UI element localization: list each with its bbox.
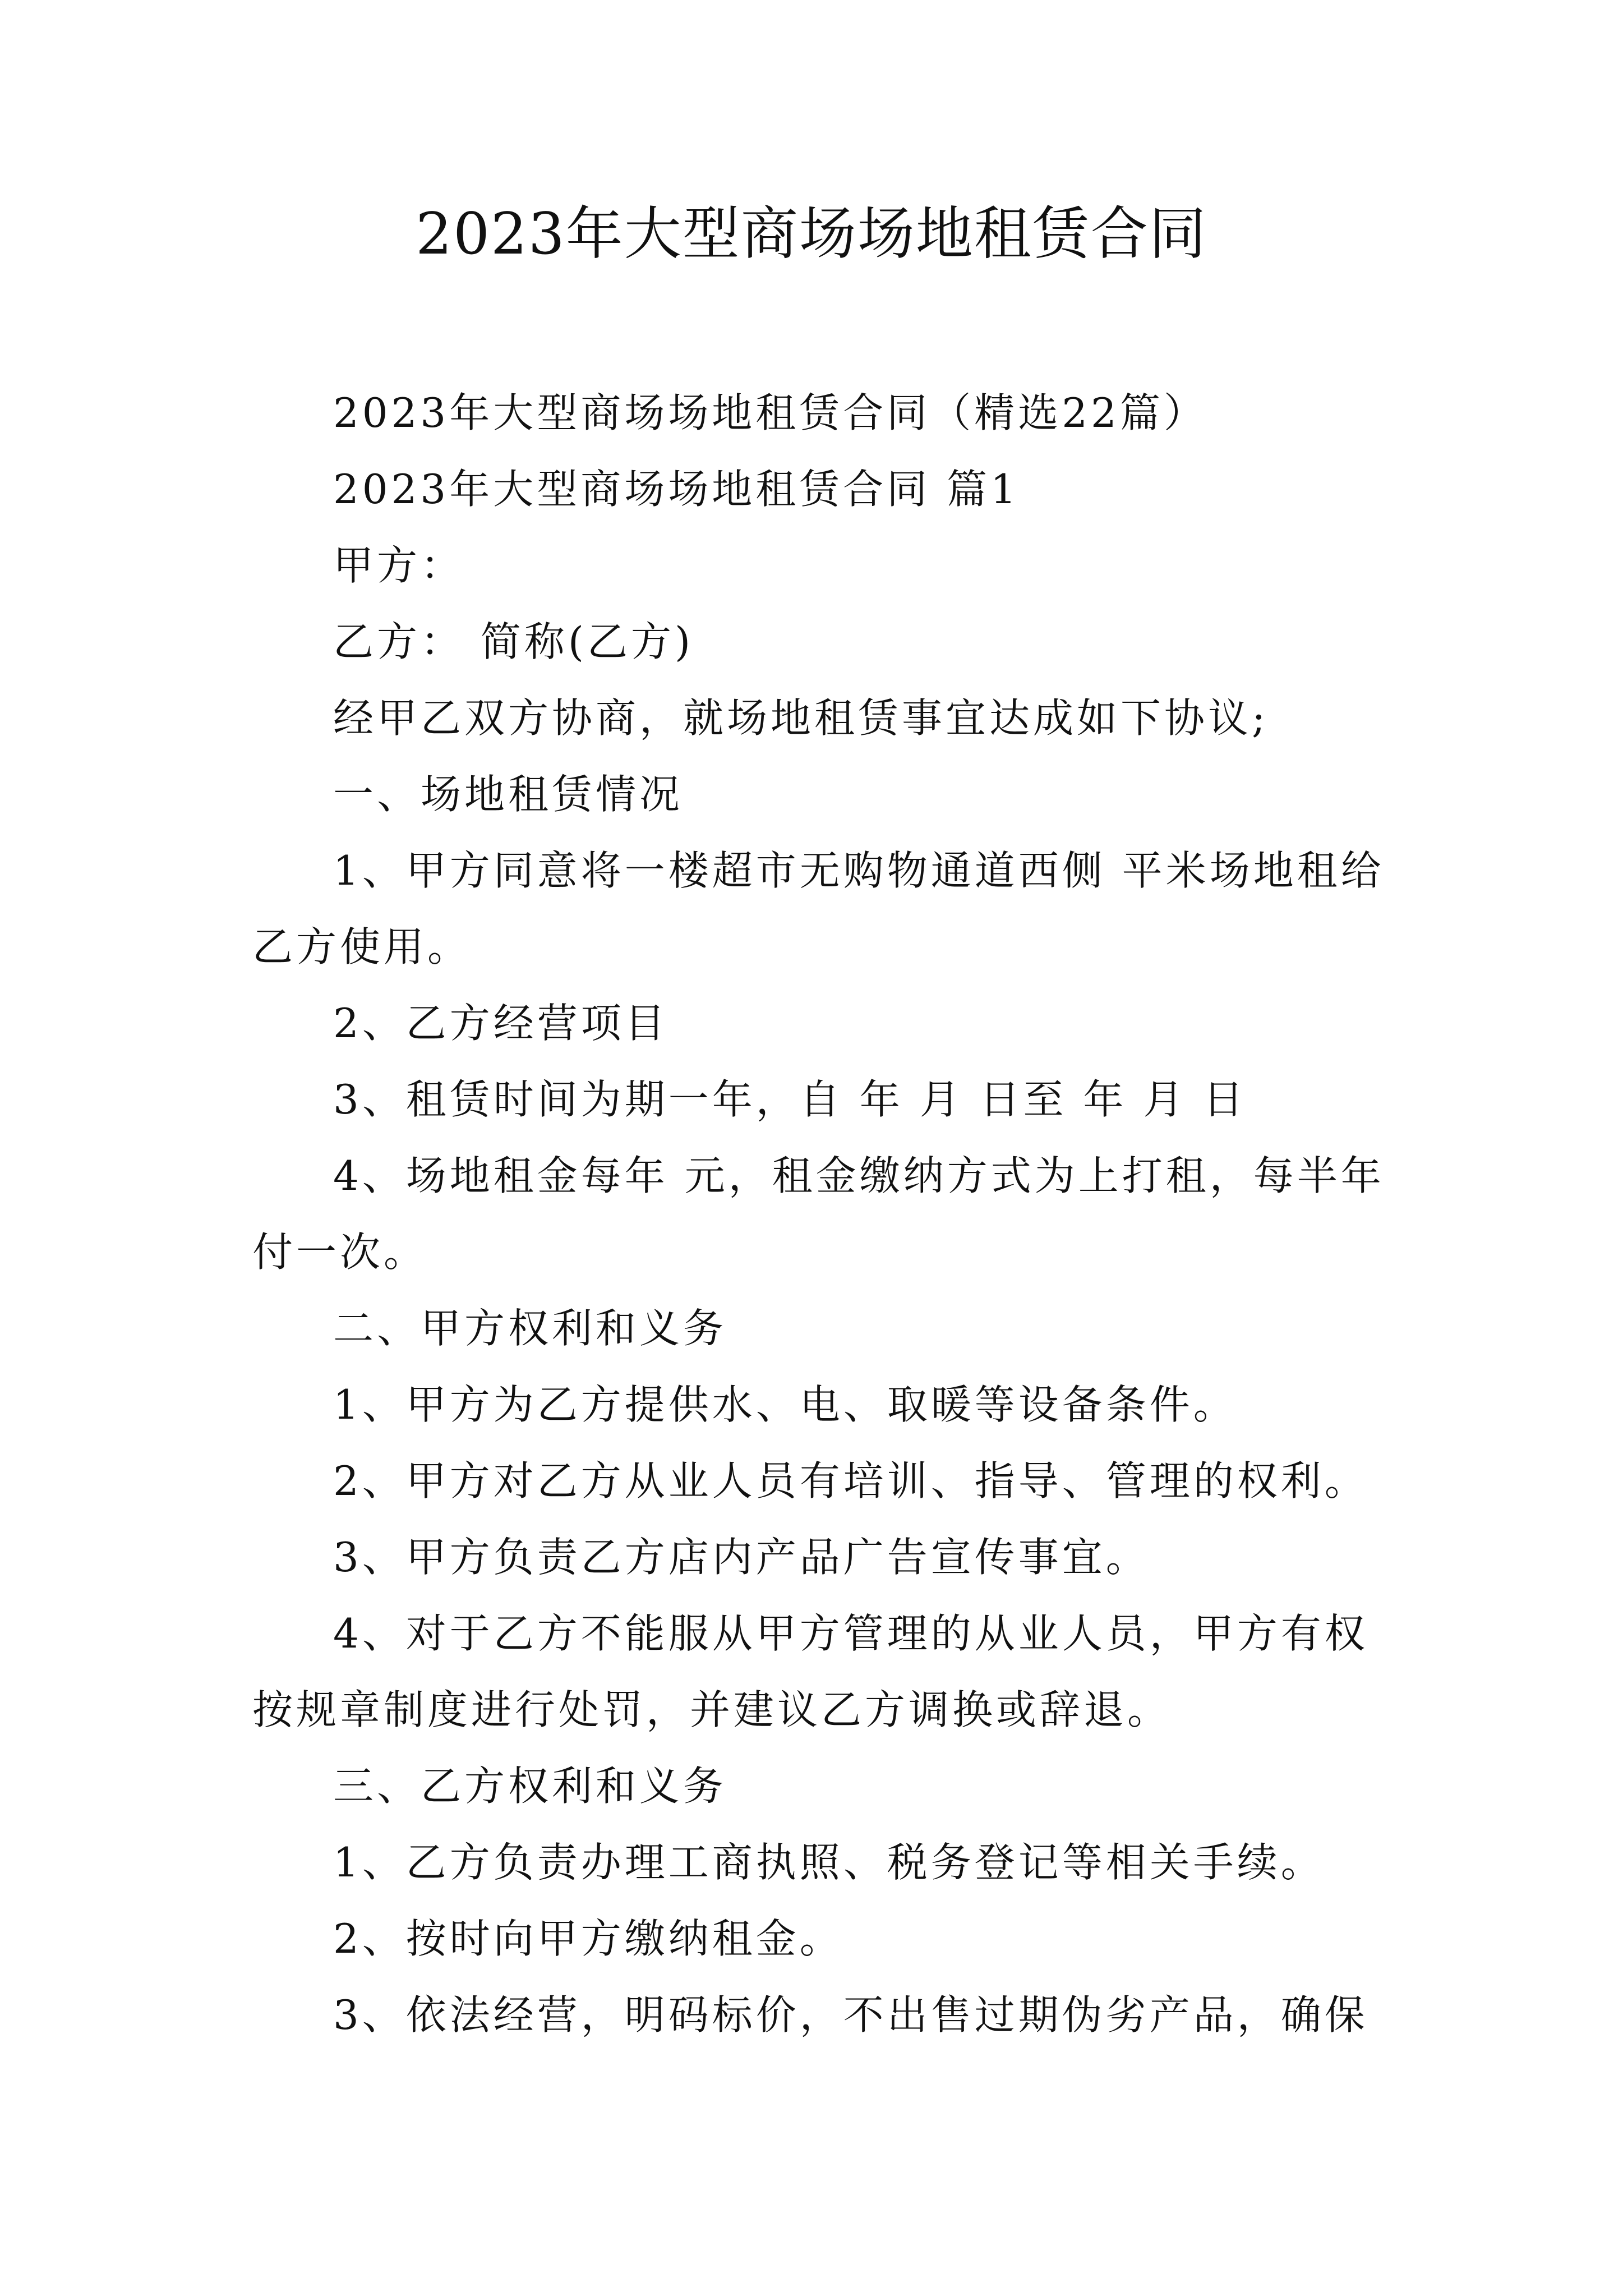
paragraph: 1、甲方同意将一楼超市无购物通道西侧 平米场地租给乙方使用。	[252, 847, 1385, 970]
paragraph: 2、按时向甲方缴纳租金。	[333, 1915, 843, 1962]
paragraph: 3、租赁时间为期一年，自 年 月 日至 年 月 日	[333, 1076, 1247, 1123]
paragraph: 2、甲方对乙方从业人员有培训、指导、管理的权利。	[333, 1457, 1368, 1504]
paragraph: 4、对于乙方不能服从甲方管理的从业人员，甲方有权按规章制度进行处罚，并建议乙方调换或辞退。	[252, 1610, 1368, 1733]
document-title: 2023年大型商场场地租赁合同	[416, 201, 1207, 268]
paragraph: 经甲乙双方协商，就场地租赁事宜达成如下协议;	[333, 694, 1269, 742]
paragraph: 二、甲方权利和义务	[333, 1305, 727, 1352]
paragraph: 一、场地租赁情况	[333, 771, 684, 818]
paragraph: 4、场地租金每年 元，租金缴纳方式为上打租，每半年付一次。	[252, 1152, 1385, 1276]
paragraph: 3、甲方负责乙方店内产品广告宣传事宜。	[333, 1534, 1150, 1581]
paragraph: 2023年大型商场场地租赁合同（精选22篇）	[333, 389, 1207, 436]
paragraph: 1、乙方负责办理工商执照、税务登记等相关手续。	[333, 1839, 1325, 1886]
paragraph: 3、依法经营，明码标价，不出售过期伪劣产品，确保	[333, 1991, 1368, 2039]
paragraph: 2023年大型商场场地租赁合同 篇1	[333, 466, 1020, 513]
paragraph: 2、乙方经营项目	[333, 1000, 668, 1047]
paragraph: 乙方： 简称(乙方)	[333, 618, 694, 665]
paragraph: 甲方：	[333, 542, 465, 589]
paragraph: 三、乙方权利和义务	[333, 1763, 727, 1810]
paragraph: 1、甲方为乙方提供水、电、取暖等设备条件。	[333, 1381, 1237, 1428]
document-body	[252, 375, 1391, 2053]
